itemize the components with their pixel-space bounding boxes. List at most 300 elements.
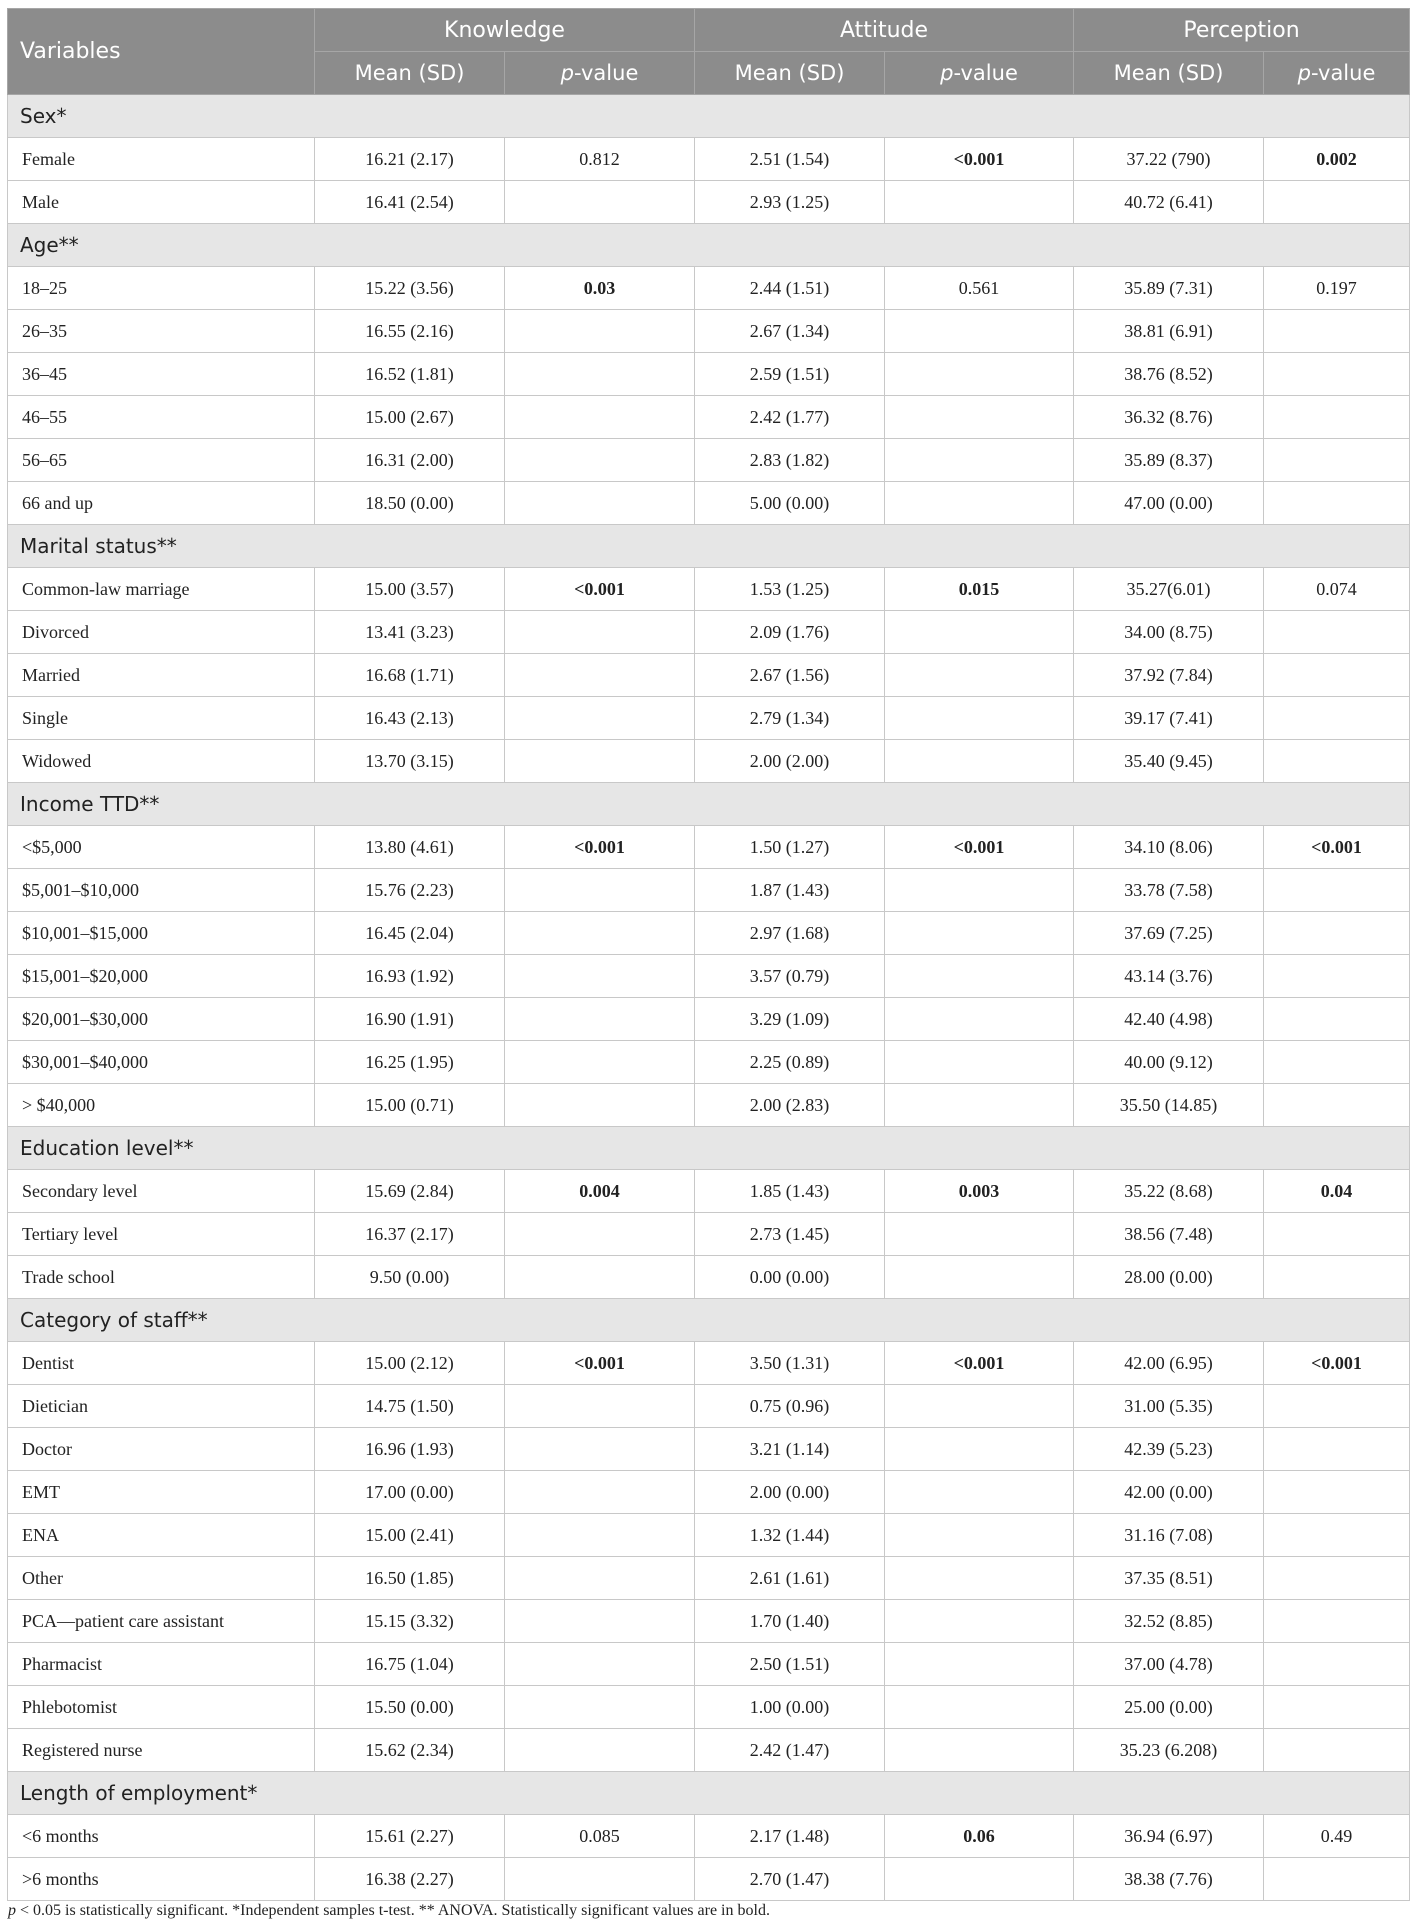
- category-title: Length of employment*: [8, 1772, 1410, 1815]
- p-value-cell: [885, 1471, 1074, 1514]
- mean-sd-cell: 2.59 (1.51): [695, 353, 885, 396]
- mean-sd-cell: 16.50 (1.85): [315, 1557, 505, 1600]
- p-value-cell: 0.03: [505, 267, 695, 310]
- mean-sd-cell: 1.32 (1.44): [695, 1514, 885, 1557]
- mean-sd-cell: 16.96 (1.93): [315, 1428, 505, 1471]
- p-value-cell: [885, 1385, 1074, 1428]
- table-row: [8, 396, 1410, 439]
- mean-sd-cell: 16.31 (2.00): [315, 439, 505, 482]
- table-row: [8, 1084, 1410, 1127]
- mean-sd-cell: 31.16 (7.08): [1074, 1514, 1264, 1557]
- category-title: Sex*: [8, 95, 1410, 138]
- mean-sd-cell: 16.37 (2.17): [315, 1213, 505, 1256]
- row-label: Male: [8, 181, 315, 224]
- table-row: [8, 1041, 1410, 1084]
- p-value-cell: <0.001: [1264, 1342, 1410, 1385]
- mean-sd-cell: 36.32 (8.76): [1074, 396, 1264, 439]
- mean-sd-cell: 42.00 (0.00): [1074, 1471, 1264, 1514]
- header-p-italic: p: [560, 61, 574, 85]
- row-label: $10,001–$15,000: [8, 912, 315, 955]
- table-row: [8, 1600, 1410, 1643]
- mean-sd-cell: 35.22 (8.68): [1074, 1170, 1264, 1213]
- p-value-cell: [1264, 1643, 1410, 1686]
- table-row: [8, 611, 1410, 654]
- category-row: [8, 1299, 1410, 1342]
- row-label: >6 months: [8, 1858, 315, 1901]
- mean-sd-cell: 47.00 (0.00): [1074, 482, 1264, 525]
- mean-sd-cell: 15.00 (3.57): [315, 568, 505, 611]
- p-value-cell: [885, 1084, 1074, 1127]
- category-title: Education level**: [8, 1127, 1410, 1170]
- table-row: [8, 1256, 1410, 1299]
- row-label: ENA: [8, 1514, 315, 1557]
- footnote-p: p: [8, 1902, 16, 1919]
- mean-sd-cell: 42.39 (5.23): [1074, 1428, 1264, 1471]
- row-label: 66 and up: [8, 482, 315, 525]
- category-title: Category of staff**: [8, 1299, 1410, 1342]
- row-label: $15,001–$20,000: [8, 955, 315, 998]
- p-value-cell: [1264, 482, 1410, 525]
- category-title: Age**: [8, 224, 1410, 267]
- p-value-cell: 0.015: [885, 568, 1074, 611]
- mean-sd-cell: 38.76 (8.52): [1074, 353, 1264, 396]
- row-label: <$5,000: [8, 826, 315, 869]
- mean-sd-cell: 16.90 (1.91): [315, 998, 505, 1041]
- header-variables: Variables: [8, 9, 315, 95]
- results-table-container: [7, 8, 1409, 1901]
- mean-sd-cell: 2.17 (1.48): [695, 1815, 885, 1858]
- p-value-cell: 0.812: [505, 138, 695, 181]
- mean-sd-cell: 43.14 (3.76): [1074, 955, 1264, 998]
- p-value-cell: [1264, 611, 1410, 654]
- row-label: Trade school: [8, 1256, 315, 1299]
- mean-sd-cell: 16.93 (1.92): [315, 955, 505, 998]
- p-value-cell: [885, 310, 1074, 353]
- mean-sd-cell: 32.52 (8.85): [1074, 1600, 1264, 1643]
- header-attitude-mean-sd: Mean (SD): [695, 52, 885, 95]
- p-value-cell: [885, 611, 1074, 654]
- p-value-cell: [505, 611, 695, 654]
- footnote-text: < 0.05 is statistically significant. *Independent samples t-test. ** ANOVA. Statistically significant values are in bold.: [16, 1902, 770, 1919]
- mean-sd-cell: 2.09 (1.76): [695, 611, 885, 654]
- mean-sd-cell: 3.29 (1.09): [695, 998, 885, 1041]
- header-perception-p-value: [1264, 52, 1410, 95]
- table-body: [8, 95, 1410, 1901]
- mean-sd-cell: 42.40 (4.98): [1074, 998, 1264, 1041]
- p-value-cell: [885, 439, 1074, 482]
- p-value-cell: [1264, 1041, 1410, 1084]
- table-row: [8, 482, 1410, 525]
- mean-sd-cell: 1.53 (1.25): [695, 568, 885, 611]
- p-value-cell: [1264, 1213, 1410, 1256]
- mean-sd-cell: 35.89 (8.37): [1074, 439, 1264, 482]
- category-row: [8, 1127, 1410, 1170]
- mean-sd-cell: 1.50 (1.27): [695, 826, 885, 869]
- header-p-italic: p: [1297, 61, 1311, 85]
- row-label: Secondary level: [8, 1170, 315, 1213]
- table-row: [8, 697, 1410, 740]
- mean-sd-cell: 2.44 (1.51): [695, 267, 885, 310]
- row-label: Dietician: [8, 1385, 315, 1428]
- mean-sd-cell: 15.00 (2.41): [315, 1514, 505, 1557]
- row-label: Phlebotomist: [8, 1686, 315, 1729]
- mean-sd-cell: 0.75 (0.96): [695, 1385, 885, 1428]
- table-row: [8, 1471, 1410, 1514]
- p-value-cell: [505, 1213, 695, 1256]
- p-value-cell: [885, 697, 1074, 740]
- p-value-cell: [505, 955, 695, 998]
- row-label: Dentist: [8, 1342, 315, 1385]
- p-value-cell: 0.004: [505, 1170, 695, 1213]
- mean-sd-cell: 16.38 (2.27): [315, 1858, 505, 1901]
- header-perception-mean-sd: Mean (SD): [1074, 52, 1264, 95]
- p-value-cell: [885, 1557, 1074, 1600]
- header-knowledge-mean-sd: Mean (SD): [315, 52, 505, 95]
- p-value-cell: [505, 1385, 695, 1428]
- table-row: [8, 267, 1410, 310]
- mean-sd-cell: 15.00 (0.71): [315, 1084, 505, 1127]
- p-value-cell: [885, 1858, 1074, 1901]
- header-attitude-p-value: [885, 52, 1074, 95]
- p-value-cell: [1264, 1256, 1410, 1299]
- table-row: [8, 1170, 1410, 1213]
- p-value-cell: [1264, 1858, 1410, 1901]
- row-label: 46–55: [8, 396, 315, 439]
- p-value-cell: [885, 998, 1074, 1041]
- table-row: [8, 654, 1410, 697]
- category-row: [8, 1772, 1410, 1815]
- category-row: [8, 95, 1410, 138]
- mean-sd-cell: 9.50 (0.00): [315, 1256, 505, 1299]
- row-label: Registered nurse: [8, 1729, 315, 1772]
- p-value-cell: [505, 1514, 695, 1557]
- mean-sd-cell: 2.51 (1.54): [695, 138, 885, 181]
- p-value-cell: [885, 955, 1074, 998]
- p-value-cell: [885, 181, 1074, 224]
- p-value-cell: [885, 740, 1074, 783]
- mean-sd-cell: 16.55 (2.16): [315, 310, 505, 353]
- table-row: [8, 1514, 1410, 1557]
- p-value-cell: [505, 439, 695, 482]
- mean-sd-cell: 35.23 (6.208): [1074, 1729, 1264, 1772]
- mean-sd-cell: 16.52 (1.81): [315, 353, 505, 396]
- mean-sd-cell: 16.43 (2.13): [315, 697, 505, 740]
- p-value-cell: [505, 1600, 695, 1643]
- mean-sd-cell: 31.00 (5.35): [1074, 1385, 1264, 1428]
- table-row: [8, 869, 1410, 912]
- p-value-cell: [505, 310, 695, 353]
- mean-sd-cell: 1.70 (1.40): [695, 1600, 885, 1643]
- header-p-suffix: -value: [573, 61, 639, 85]
- mean-sd-cell: 0.00 (0.00): [695, 1256, 885, 1299]
- p-value-cell: [505, 1557, 695, 1600]
- p-value-cell: [885, 1256, 1074, 1299]
- mean-sd-cell: 35.89 (7.31): [1074, 267, 1264, 310]
- header-attitude: Attitude: [695, 9, 1074, 52]
- results-table: [7, 8, 1410, 1901]
- p-value-cell: 0.04: [1264, 1170, 1410, 1213]
- mean-sd-cell: 40.00 (9.12): [1074, 1041, 1264, 1084]
- row-label: 36–45: [8, 353, 315, 396]
- mean-sd-cell: 37.22 (790): [1074, 138, 1264, 181]
- row-label: <6 months: [8, 1815, 315, 1858]
- row-label: 18–25: [8, 267, 315, 310]
- mean-sd-cell: 2.79 (1.34): [695, 697, 885, 740]
- p-value-cell: [505, 740, 695, 783]
- table-row: [8, 138, 1410, 181]
- p-value-cell: [505, 1041, 695, 1084]
- header-knowledge-p-value: [505, 52, 695, 95]
- p-value-cell: [505, 1858, 695, 1901]
- table-row: [8, 998, 1410, 1041]
- table-row: [8, 1686, 1410, 1729]
- p-value-cell: 0.085: [505, 1815, 695, 1858]
- p-value-cell: [505, 697, 695, 740]
- p-value-cell: [505, 1643, 695, 1686]
- mean-sd-cell: 13.80 (4.61): [315, 826, 505, 869]
- p-value-cell: [885, 912, 1074, 955]
- table-row: [8, 1342, 1410, 1385]
- table-header: [8, 9, 1410, 95]
- p-value-cell: [505, 998, 695, 1041]
- p-value-cell: <0.001: [885, 138, 1074, 181]
- mean-sd-cell: 2.67 (1.34): [695, 310, 885, 353]
- table-row: [8, 740, 1410, 783]
- mean-sd-cell: 2.67 (1.56): [695, 654, 885, 697]
- p-value-cell: [885, 1514, 1074, 1557]
- p-value-cell: [885, 1729, 1074, 1772]
- p-value-cell: [505, 181, 695, 224]
- row-label: Single: [8, 697, 315, 740]
- mean-sd-cell: 37.00 (4.78): [1074, 1643, 1264, 1686]
- mean-sd-cell: 3.50 (1.31): [695, 1342, 885, 1385]
- p-value-cell: [1264, 1600, 1410, 1643]
- p-value-cell: [885, 396, 1074, 439]
- table-row: [8, 1428, 1410, 1471]
- mean-sd-cell: 37.92 (7.84): [1074, 654, 1264, 697]
- mean-sd-cell: 37.35 (8.51): [1074, 1557, 1264, 1600]
- table-row: [8, 439, 1410, 482]
- p-value-cell: [885, 1643, 1074, 1686]
- p-value-cell: [505, 1428, 695, 1471]
- mean-sd-cell: 16.25 (1.95): [315, 1041, 505, 1084]
- row-label: EMT: [8, 1471, 315, 1514]
- table-row: [8, 1213, 1410, 1256]
- header-perception: Perception: [1074, 9, 1410, 52]
- row-label: $5,001–$10,000: [8, 869, 315, 912]
- p-value-cell: [505, 396, 695, 439]
- mean-sd-cell: 2.93 (1.25): [695, 181, 885, 224]
- p-value-cell: [505, 1471, 695, 1514]
- p-value-cell: [1264, 396, 1410, 439]
- p-value-cell: [885, 1600, 1074, 1643]
- p-value-cell: [1264, 1686, 1410, 1729]
- p-value-cell: [1264, 869, 1410, 912]
- table-row: [8, 181, 1410, 224]
- row-label: > $40,000: [8, 1084, 315, 1127]
- p-value-cell: [505, 869, 695, 912]
- mean-sd-cell: 15.15 (3.32): [315, 1600, 505, 1643]
- p-value-cell: [505, 1256, 695, 1299]
- mean-sd-cell: 16.41 (2.54): [315, 181, 505, 224]
- p-value-cell: 0.074: [1264, 568, 1410, 611]
- mean-sd-cell: 15.76 (2.23): [315, 869, 505, 912]
- mean-sd-cell: 38.38 (7.76): [1074, 1858, 1264, 1901]
- p-value-cell: [505, 482, 695, 525]
- p-value-cell: [1264, 353, 1410, 396]
- p-value-cell: [885, 869, 1074, 912]
- table-row: [8, 1557, 1410, 1600]
- mean-sd-cell: 16.21 (2.17): [315, 138, 505, 181]
- row-label: Tertiary level: [8, 1213, 315, 1256]
- row-label: Female: [8, 138, 315, 181]
- p-value-cell: <0.001: [505, 826, 695, 869]
- row-label: 26–35: [8, 310, 315, 353]
- row-label: Widowed: [8, 740, 315, 783]
- mean-sd-cell: 3.21 (1.14): [695, 1428, 885, 1471]
- p-value-cell: [1264, 1471, 1410, 1514]
- p-value-cell: [1264, 1385, 1410, 1428]
- mean-sd-cell: 15.00 (2.12): [315, 1342, 505, 1385]
- p-value-cell: <0.001: [505, 568, 695, 611]
- p-value-cell: 0.561: [885, 267, 1074, 310]
- mean-sd-cell: 34.10 (8.06): [1074, 826, 1264, 869]
- p-value-cell: [1264, 1557, 1410, 1600]
- mean-sd-cell: 2.25 (0.89): [695, 1041, 885, 1084]
- row-label: Pharmacist: [8, 1643, 315, 1686]
- header-p-suffix: -value: [953, 61, 1018, 85]
- category-title: Marital status**: [8, 525, 1410, 568]
- table-row: [8, 1385, 1410, 1428]
- p-value-cell: 0.003: [885, 1170, 1074, 1213]
- p-value-cell: [885, 1428, 1074, 1471]
- mean-sd-cell: 13.70 (3.15): [315, 740, 505, 783]
- p-value-cell: [885, 654, 1074, 697]
- row-label: $30,001–$40,000: [8, 1041, 315, 1084]
- mean-sd-cell: 13.41 (3.23): [315, 611, 505, 654]
- p-value-cell: [885, 353, 1074, 396]
- row-label: Doctor: [8, 1428, 315, 1471]
- mean-sd-cell: 2.73 (1.45): [695, 1213, 885, 1256]
- table-row: [8, 568, 1410, 611]
- p-value-cell: [505, 1084, 695, 1127]
- p-value-cell: 0.49: [1264, 1815, 1410, 1858]
- category-row: [8, 224, 1410, 267]
- row-label: Divorced: [8, 611, 315, 654]
- p-value-cell: [505, 912, 695, 955]
- mean-sd-cell: 2.42 (1.77): [695, 396, 885, 439]
- table-row: [8, 310, 1410, 353]
- mean-sd-cell: 39.17 (7.41): [1074, 697, 1264, 740]
- header-knowledge: Knowledge: [315, 9, 695, 52]
- mean-sd-cell: 2.97 (1.68): [695, 912, 885, 955]
- mean-sd-cell: 18.50 (0.00): [315, 482, 505, 525]
- mean-sd-cell: 2.42 (1.47): [695, 1729, 885, 1772]
- p-value-cell: [505, 654, 695, 697]
- row-label: PCA—patient care assistant: [8, 1600, 315, 1643]
- p-value-cell: 0.06: [885, 1815, 1074, 1858]
- category-row: [8, 783, 1410, 826]
- row-label: 56–65: [8, 439, 315, 482]
- mean-sd-cell: 35.50 (14.85): [1074, 1084, 1264, 1127]
- mean-sd-cell: 2.61 (1.61): [695, 1557, 885, 1600]
- mean-sd-cell: 38.81 (6.91): [1074, 310, 1264, 353]
- p-value-cell: [1264, 912, 1410, 955]
- mean-sd-cell: 2.00 (0.00): [695, 1471, 885, 1514]
- table-row: [8, 1729, 1410, 1772]
- mean-sd-cell: 15.22 (3.56): [315, 267, 505, 310]
- mean-sd-cell: 14.75 (1.50): [315, 1385, 505, 1428]
- p-value-cell: [1264, 439, 1410, 482]
- p-value-cell: [1264, 998, 1410, 1041]
- p-value-cell: [885, 1686, 1074, 1729]
- p-value-cell: [505, 1686, 695, 1729]
- p-value-cell: [1264, 1514, 1410, 1557]
- row-label: Common-law marriage: [8, 568, 315, 611]
- p-value-cell: <0.001: [885, 826, 1074, 869]
- mean-sd-cell: 1.00 (0.00): [695, 1686, 885, 1729]
- mean-sd-cell: 40.72 (6.41): [1074, 181, 1264, 224]
- p-value-cell: [1264, 1084, 1410, 1127]
- p-value-cell: [1264, 740, 1410, 783]
- mean-sd-cell: 2.83 (1.82): [695, 439, 885, 482]
- p-value-cell: [885, 482, 1074, 525]
- mean-sd-cell: 5.00 (0.00): [695, 482, 885, 525]
- mean-sd-cell: 2.00 (2.83): [695, 1084, 885, 1127]
- p-value-cell: [1264, 654, 1410, 697]
- header-p-suffix: -value: [1311, 61, 1376, 85]
- mean-sd-cell: 1.85 (1.43): [695, 1170, 885, 1213]
- p-value-cell: [505, 353, 695, 396]
- mean-sd-cell: 38.56 (7.48): [1074, 1213, 1264, 1256]
- mean-sd-cell: 34.00 (8.75): [1074, 611, 1264, 654]
- p-value-cell: [1264, 1729, 1410, 1772]
- table-footnote: [8, 1902, 770, 1920]
- p-value-cell: <0.001: [505, 1342, 695, 1385]
- p-value-cell: 0.002: [1264, 138, 1410, 181]
- mean-sd-cell: 15.62 (2.34): [315, 1729, 505, 1772]
- mean-sd-cell: 15.61 (2.27): [315, 1815, 505, 1858]
- header-p-italic: p: [940, 61, 954, 85]
- mean-sd-cell: 33.78 (7.58): [1074, 869, 1264, 912]
- mean-sd-cell: 28.00 (0.00): [1074, 1256, 1264, 1299]
- mean-sd-cell: 16.75 (1.04): [315, 1643, 505, 1686]
- p-value-cell: <0.001: [1264, 826, 1410, 869]
- mean-sd-cell: 2.50 (1.51): [695, 1643, 885, 1686]
- p-value-cell: 0.197: [1264, 267, 1410, 310]
- row-label: Other: [8, 1557, 315, 1600]
- p-value-cell: <0.001: [885, 1342, 1074, 1385]
- mean-sd-cell: 35.27(6.01): [1074, 568, 1264, 611]
- mean-sd-cell: 42.00 (6.95): [1074, 1342, 1264, 1385]
- table-row: [8, 1643, 1410, 1686]
- mean-sd-cell: 2.00 (2.00): [695, 740, 885, 783]
- mean-sd-cell: 15.00 (2.67): [315, 396, 505, 439]
- table-row: [8, 1858, 1410, 1901]
- table-row: [8, 1815, 1410, 1858]
- mean-sd-cell: 36.94 (6.97): [1074, 1815, 1264, 1858]
- p-value-cell: [1264, 181, 1410, 224]
- mean-sd-cell: 17.00 (0.00): [315, 1471, 505, 1514]
- p-value-cell: [1264, 955, 1410, 998]
- mean-sd-cell: 35.40 (9.45): [1074, 740, 1264, 783]
- mean-sd-cell: 1.87 (1.43): [695, 869, 885, 912]
- mean-sd-cell: 15.69 (2.84): [315, 1170, 505, 1213]
- mean-sd-cell: 2.70 (1.47): [695, 1858, 885, 1901]
- p-value-cell: [885, 1041, 1074, 1084]
- p-value-cell: [885, 1213, 1074, 1256]
- row-label: Married: [8, 654, 315, 697]
